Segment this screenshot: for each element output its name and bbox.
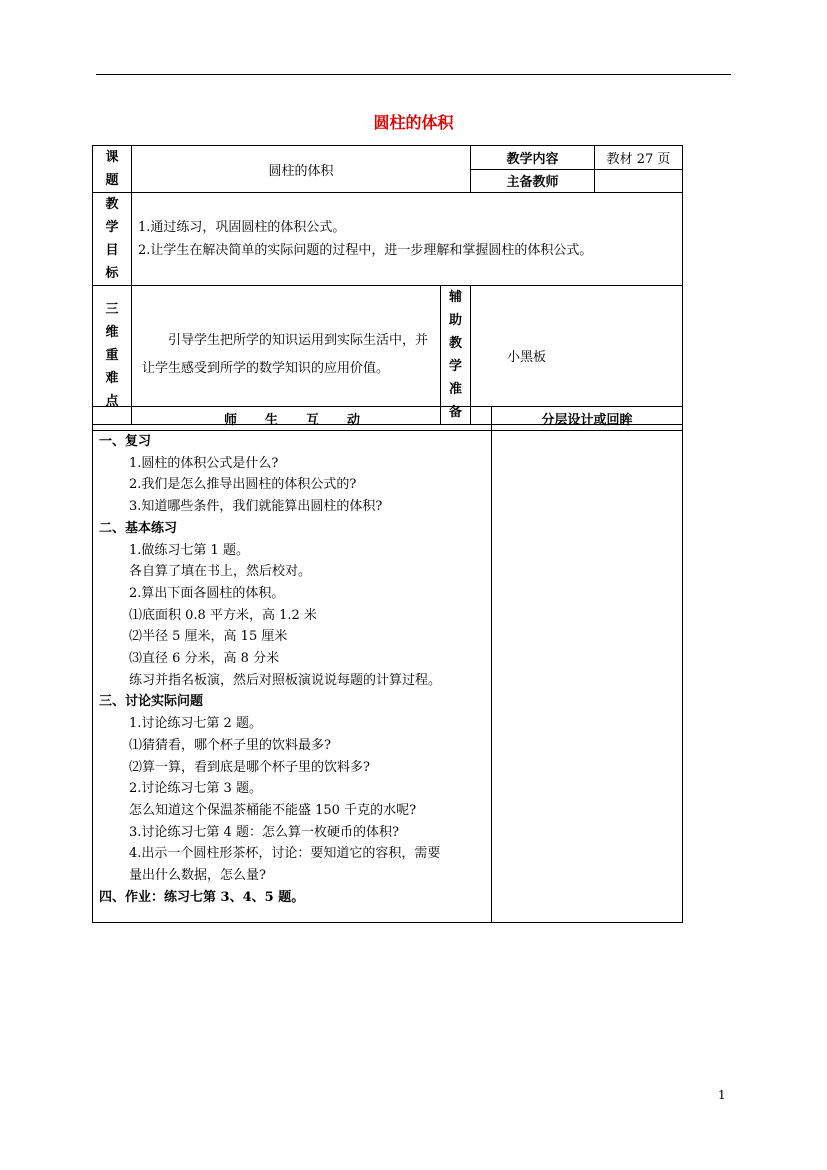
layered-design-content	[492, 431, 683, 923]
lesson-line: 1.做练习七第 1 题。	[129, 542, 249, 558]
lesson-line: 2.算出下面各圆柱的体积。	[129, 585, 285, 601]
section-heading: 四、作业：练习七第 3、4、5 题。	[99, 889, 305, 905]
lesson-line: 怎么知道这个保温茶桶能不能盛 150 千克的水呢?	[129, 802, 417, 818]
header-rule	[96, 74, 731, 75]
lesson-line: 3.知道哪些条件，我们就能算出圆柱的体积?	[129, 499, 383, 515]
section-heading: 三、讨论实际问题	[99, 694, 204, 710]
section-heading: 一、复习	[99, 434, 152, 449]
lesson-line: ⑴底面积 0.8 平方米，高 1.2 米	[129, 607, 317, 623]
lesson-line: 1.圆柱的体积公式是什么?	[129, 455, 279, 471]
teaching-aids-label: 辅 助 教 学 准 备	[441, 286, 471, 425]
goal-item: 1.通过练习，巩固圆柱的体积公式。	[138, 220, 346, 235]
lesson-line: ⑶直径 6 分米，高 8 分米	[129, 651, 280, 667]
lesson-info-table	[92, 145, 683, 425]
lesson-line: 各自算了填在书上，然后校对。	[129, 564, 312, 580]
document-title: 圆柱的体积	[373, 113, 454, 132]
lesson-topic-value: 圆柱的体积	[132, 146, 471, 193]
lesson-line: 量出什么数据，怎么量?	[129, 868, 266, 884]
teaching-goals-label: 教 学 目 标	[93, 193, 132, 286]
lead-teacher-label: 主备教师	[471, 169, 595, 193]
goal-item: 2.让学生在解决简单的实际问题的过程中，进一步理解和掌握圆柱的体积公式。	[138, 243, 593, 258]
teaching-goals	[132, 193, 683, 286]
teaching-content-label: 教学内容	[471, 146, 595, 170]
key-points-label: 三 维 重 难 点	[93, 286, 132, 425]
teaching-aids-value: 小黑板	[471, 286, 683, 425]
lead-teacher-value	[595, 169, 683, 193]
lesson-content	[93, 431, 492, 923]
lesson-line: ⑵半径 5 厘米，高 15 厘米	[129, 629, 288, 645]
lesson-line: 3.讨论练习七第 4 题：怎么算一枚硬币的体积?	[129, 824, 399, 840]
lesson-topic-label: 课 题	[93, 146, 132, 193]
lesson-process-table	[92, 406, 683, 923]
layered-design-header: 分层设计或回眸	[492, 407, 683, 431]
lesson-line: 4.出示一个圆柱形茶杯，讨论：要知道它的容积，需要	[129, 846, 441, 862]
section-heading: 二、基本练习	[99, 520, 178, 536]
lesson-line: ⑵算一算，看到底是哪个杯子里的饮料多?	[129, 759, 370, 775]
key-points-text: 引导学生把所学的知识运用到实际生活中，并让学生感受到所学的数学知识的应用价值。	[132, 286, 441, 425]
lesson-line: 2.我们是怎么推导出圆柱的体积公式的?	[129, 477, 357, 493]
lesson-line: 1.讨论练习七第 2 题。	[129, 716, 262, 732]
lesson-line: ⑴猜猜看，哪个杯子里的饮料最多?	[129, 737, 331, 753]
lesson-line: 练习并指名板演，然后对照板演说说每题的计算过程。	[129, 672, 442, 688]
interaction-header: 师 生 互 动	[93, 407, 492, 431]
teaching-content-value: 教材 27 页	[595, 146, 683, 170]
lesson-line: 2.讨论练习七第 3 题。	[129, 781, 262, 797]
page-number: 1	[718, 1088, 726, 1102]
